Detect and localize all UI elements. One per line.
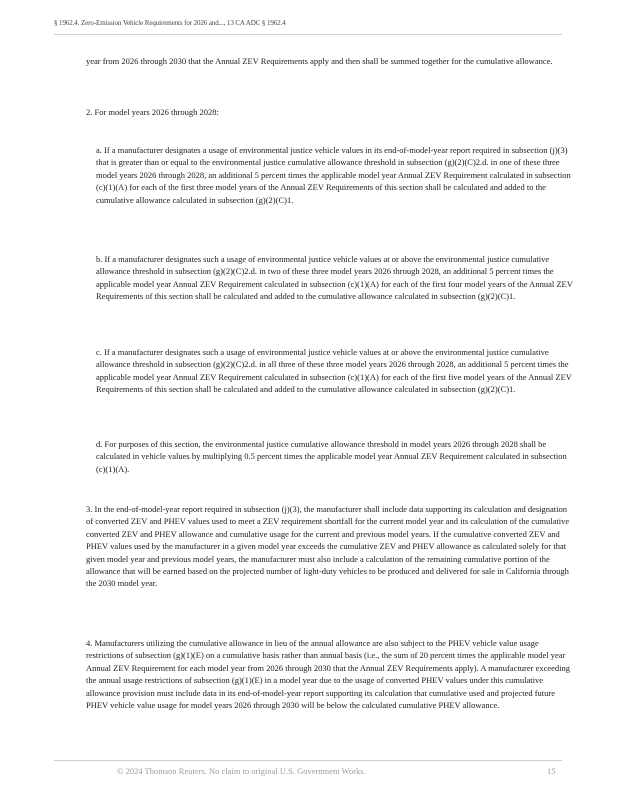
paragraph-heading-2: 2. For model years 2026 through 2028: <box>86 107 219 117</box>
paragraph-2d: d. For purposes of this section, the environmental justice cumulative allowance threshold in model years 2026 through 2028 shall be calculated in vehicle values by multiplying 0.5 percent times the applicable model year Annual ZEV Requirement calculated in subsection (c)(1)(A). <box>96 439 567 474</box>
running-header: § 1962.4. Zero-Emission Vehicle Requirements for 2026 and..., 13 CA ADC § 1962.4 <box>54 19 286 27</box>
header-divider <box>54 34 562 35</box>
paragraph-4: 4. Manufacturers utilizing the cumulative allowance in lieu of the annual allowance are also subject to the PHEV vehicle value usage restrictions of subsection (g)(1)(E) on a cumulative basis rather than annual basis (i.e., the sum of 20 percent times the applicable model year Annual ZEV Requirement for each model year from 2026 through 2030 that the Annual ZEV Requirements apply). A manufacturer exceeding the annual usage restrictions of subsection (g)(1)(E) in a model year due to the usage of converted PHEV values under this cumulative allowance provision must include data in its end-of-model-year report supporting its calculation that cumulative used and projected future PHEV vehicle value usage for model years 2026 through 2030 will be below the calculated cumulative PHEV allowance. <box>86 638 571 711</box>
paragraph-2b: b. If a manufacturer designates such a usage of environmental justice vehicle values at or above the environmental justice cumulative allowance threshold in subsection (g)(2)(C)2.d. in two of these three model years 2026 through 2028, an additional 5 percent times the applicable model year Annual ZEV Requirement calculated in subsection (c)(1)(A) for each of the first four model years of the Annual ZEV Requirements of this section shall be calculated and added to the cumulative allowance calculated in subsection (g)(2)(C)1. <box>96 254 573 302</box>
paragraph-3: 3. In the end-of-model-year report required in subsection (j)(3), the manufacturer shall include data supporting its calculation and designation of converted ZEV and PHEV values used to meet a ZEV requirement shortfall for the current model year and its calculation of the cumulative converted ZEV and PHEV allowance and cumulative usage for the current and previous model years. If the cumulative converted ZEV and PHEV values used by the manufacturer in a given model year exceeds the cumulative ZEV and PHEV allowance as calculated solely for that given model year and previous model years, the manufacturer must also include a calculation of the remaining cumulative portion of the allowance that will be earned based on the projected number of light-duty vehicles to be produced and delivered for sale in California through the 2030 model year. <box>86 504 570 589</box>
paragraph-2c: c. If a manufacturer designates such a usage of environmental justice vehicle values at or above the environmental justice cumulative allowance threshold in subsection (g)(2)(C)2.d. in all three of these three model years 2026 through 2028, an additional 5 percent times the applicable model year Annual ZEV Requirement calculated in subsection (c)(1)(A) for each of the first five model years of the Annual ZEV Requirements of this section shall be calculated and added to the cumulative allowance calculated in subsection (g)(2)(C)1. <box>96 347 572 395</box>
paragraph-continuation: year from 2026 through 2030 that the Annual ZEV Requirements apply and then shall be summed together for the cumulative allowance. <box>86 56 553 66</box>
paragraph-2a: a. If a manufacturer designates a usage of environmental justice vehicle values in its end-of-model-year report required in subsection (j)(3) that is greater than or equal to the environmental justice cumulative allowance threshold in subsection (g)(2)(C)2.d. in one of these three model years 2026 through 2028, an additional 5 percent times the applicable model year Annual ZEV Requirement calculated in subsection (c)(1)(A) for each of the first three model years of the Annual ZEV Requirements of this section shall be calculated and added to the cumulative allowance calculated in subsection (g)(2)(C)1. <box>96 145 571 205</box>
footer-divider <box>54 760 562 761</box>
page-number: 15 <box>547 766 556 776</box>
footer-copyright: © 2024 Thomson Reuters. No claim to original U.S. Government Works. <box>117 766 366 776</box>
